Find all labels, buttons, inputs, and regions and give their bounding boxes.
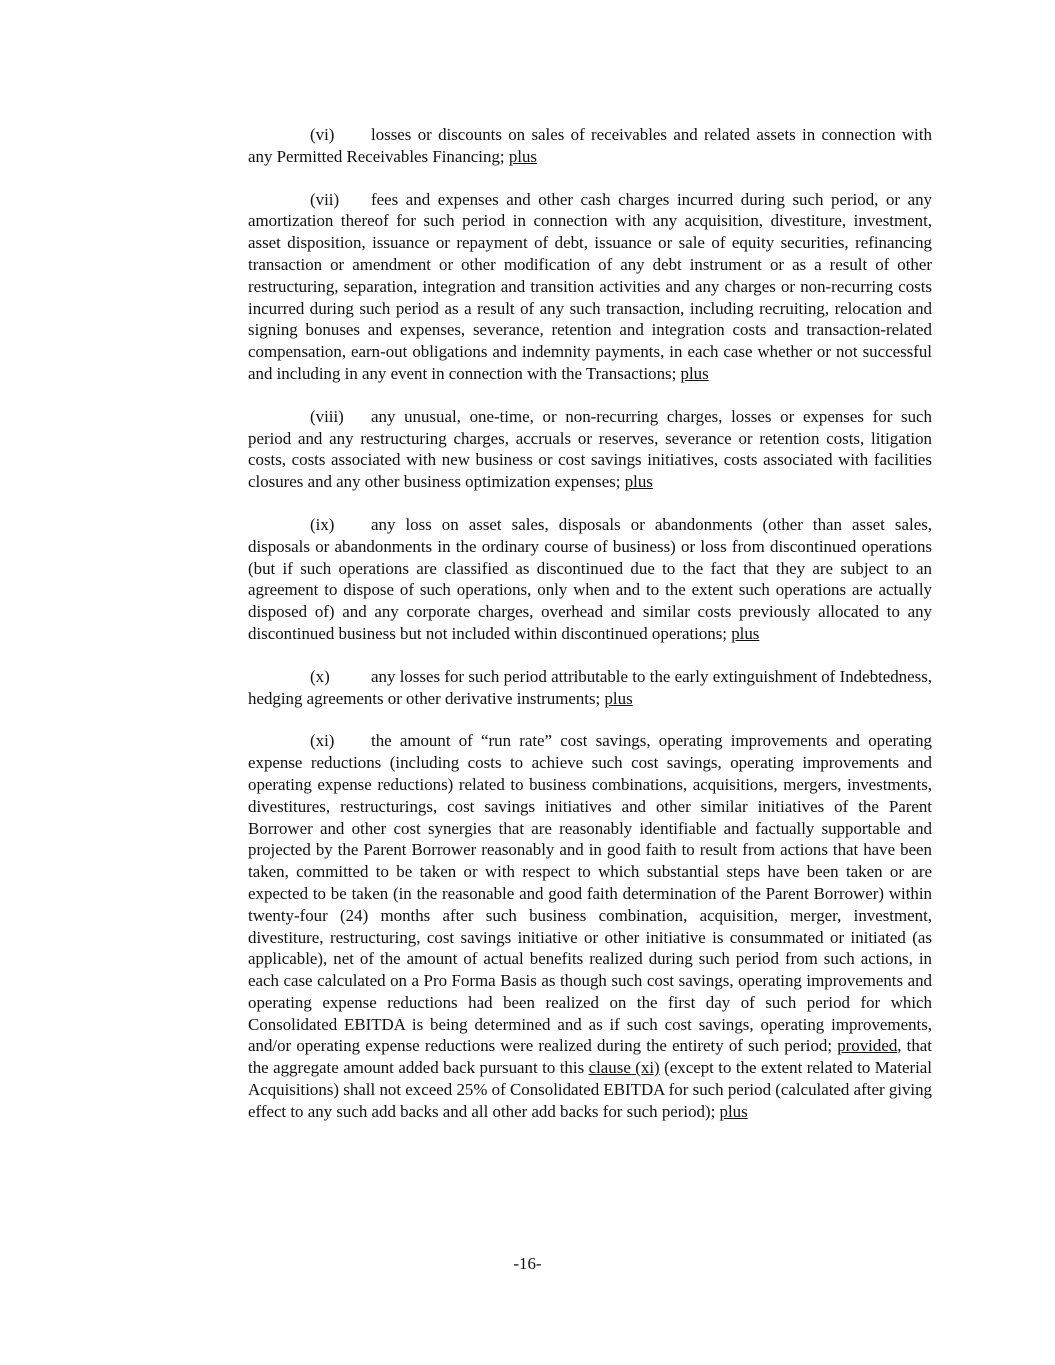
clause-connector: plus <box>719 1101 748 1121</box>
clause-xi <box>248 730 932 1122</box>
document-body <box>248 124 932 1144</box>
clause-text: any unusual, one-time, or non-recurring charges, losses or expenses for such period and any restructuring charges, accruals or reserves, severance or retention costs, litigation costs, costs associated with new business or cost savings initiatives, costs associated with facilities closures and any other business optimization expenses; <box>248 406 932 492</box>
page-number: -16- <box>513 1254 542 1273</box>
clause-connector: plus <box>604 688 633 708</box>
clause-number: (x) <box>310 666 330 686</box>
clause-connector: plus <box>624 472 653 492</box>
clause-connector: plus <box>508 146 537 166</box>
clause-connector: plus <box>680 363 709 383</box>
clause-connector: plus <box>731 623 760 643</box>
clause-number: (vi) <box>310 125 335 144</box>
clause-vii <box>248 189 932 385</box>
clause-number: (ix) <box>310 514 335 534</box>
clause-text: any losses for such period attributable to the early extinguishment of Indebtedness, hedging agreements or other derivative instruments; <box>248 666 932 708</box>
clause-x <box>248 666 932 710</box>
clause-text-continued: , that the aggregate amount added back pursuant to this <box>248 1036 932 1078</box>
clause-number: (viii) <box>310 406 344 426</box>
clause-text: the amount of “run rate” cost savings, operating improvements and operating expense reductions (including costs to achieve such cost savings, operating improvements and operating expense reductions) related to business combinations, acquisitions, mergers, investments, divestitures, restructurings, cost savings initiatives and other similar initiatives of the Parent Borrower and other cost synergies that are reasonably identifiable and factually supportable and projected by the Parent Borrower reasonably and in good faith to result from actions that have been taken, committed to be taken or with respect to which substantial steps have been taken or are expected to be taken (in the reasonable and good faith determination of the Parent Borrower) within twenty-four (24) months after such business combination, acquisition, merger, investment, divestiture, restructuring, cost savings initiative or other initiative is consummated or initiated (as applicable), net of the amount of actual benefits realized during such period from such actions, in each case calculated on a Pro Forma Basis as though such cost savings, operating improvements and operating expense reductions had been realized on the first day of such period for which Consolidated EBITDA is being determined and as if such cost savings, operating improvements, and/or operating expense reductions were realized during the entirety of such period; <box>248 731 932 1056</box>
clause-number: (xi) <box>310 731 335 751</box>
clause-number: (vii) <box>310 189 340 209</box>
clause-ix <box>248 514 932 645</box>
clause-text: any loss on asset sales, disposals or abandonments (other than asset sales, disposals or abandonments in the ordinary course of business) or loss from discontinued operations (but if such operations are classified as discontinued due to the fact that they are subject to an agreement to dispose of such operations, only when and to the extent such operations are actually disposed of) and any corporate charges, overhead and similar costs previously allocated to any discontinued business but not included within discontinued operations; <box>248 514 932 643</box>
clause-text: fees and expenses and other cash charges incurred during such period, or any amortization thereof for such period in connection with any acquisition, divestiture, investment, asset disposition, issuance or repayment of debt, issuance or sale of equity securities, refinancing transaction or amendment or other modification of any debt instrument or as a result of other restructuring, separation, integration and transition activities and any charges or non-recurring costs incurred during such period as a result of any such transaction, including recruiting, relocation and signing bonuses and expenses, severance, retention and integration costs and transaction-related compensation, earn-out obligations and indemnity payments, in each case whether or not successful and including in any event in connection with the Transactions; <box>248 189 932 383</box>
provided-term: provided <box>837 1036 898 1056</box>
clause-reference: clause (xi) <box>588 1058 660 1078</box>
clause-text-final: (except to the extent related to Material Acquisitions) shall not exceed 25% of Consolidated EBITDA for such period (calculated after giving effect to any such add backs and all other add backs for such period); <box>248 1058 932 1121</box>
clause-text: losses or discounts on sales of receivables and related assets in connection with any Permitted Receivables Financing; <box>248 125 932 166</box>
clause-viii <box>248 406 932 493</box>
clause-vi <box>248 124 932 168</box>
